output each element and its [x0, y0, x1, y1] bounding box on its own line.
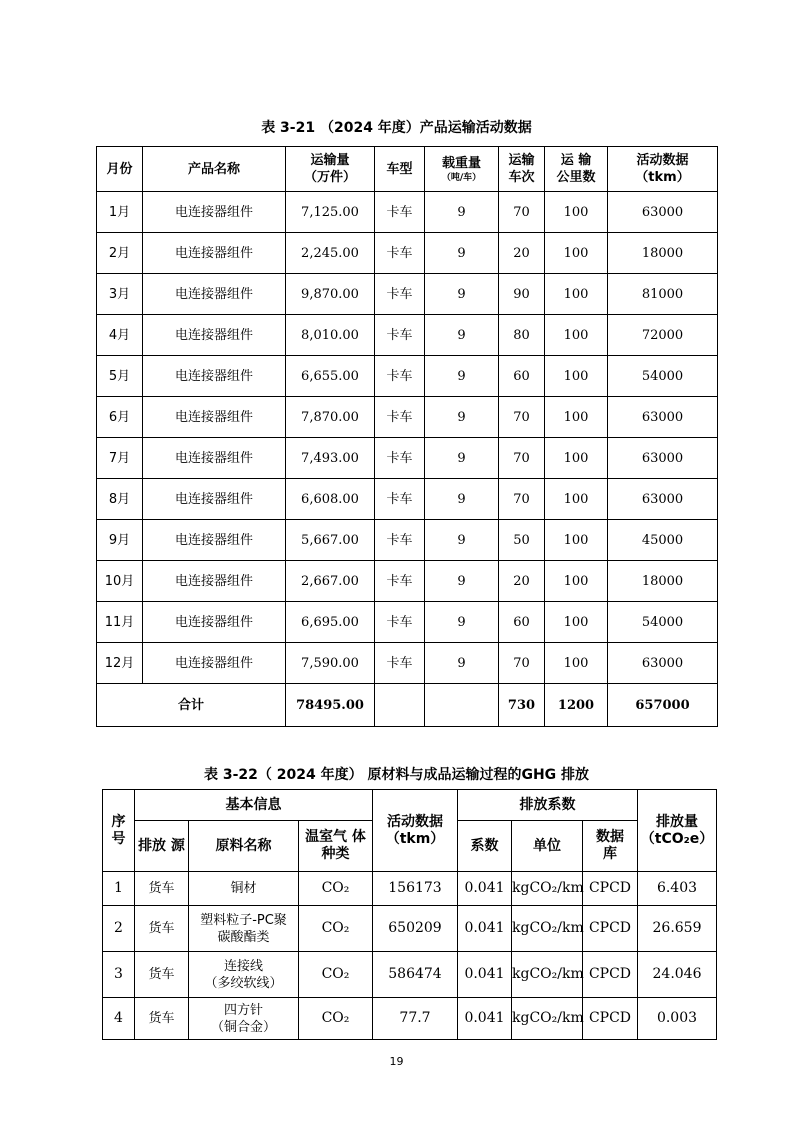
header-distance: [545, 147, 608, 192]
cell-trips: 70: [499, 192, 545, 233]
cell-volume: 7,493.00: [286, 438, 375, 479]
cell-trips: 80: [499, 315, 545, 356]
cell-activity: 81000: [608, 274, 718, 315]
cell-distance: 100: [545, 561, 608, 602]
cell-product: 电连接器组件: [143, 479, 286, 520]
cell-emission: 26.659: [638, 906, 717, 952]
cell-activity: 54000: [608, 356, 718, 397]
header-volume: [286, 147, 375, 192]
cell-product: 电连接器组件: [143, 274, 286, 315]
cell-total-trips: 730: [499, 684, 545, 727]
cell-vehicle: 卡车: [375, 397, 425, 438]
header-db-line1: 数据: [596, 829, 624, 845]
header-activity: [373, 790, 458, 872]
header-seq-line2: 号: [111, 830, 126, 847]
cell-emission: 24.046: [638, 952, 717, 998]
table-row: [97, 397, 718, 438]
cell-distance: 100: [545, 438, 608, 479]
cell-total-volume: 78495.00: [286, 684, 375, 727]
cell-db: CPCD: [583, 872, 638, 906]
cell-coef: 0.041: [458, 872, 512, 906]
table-3-21-caption: 表 3-21 （2024 年度）产品运输活动数据: [261, 120, 532, 136]
header-material: 原料名称: [189, 821, 299, 872]
table-row: [103, 872, 717, 906]
cell-distance: 100: [545, 602, 608, 643]
cell-seq: 4: [103, 998, 135, 1040]
table-row: [103, 998, 717, 1040]
cell-distance: 100: [545, 192, 608, 233]
cell-vehicle: 卡车: [375, 356, 425, 397]
cell-volume: 7,870.00: [286, 397, 375, 438]
cell-vehicle: 卡车: [375, 192, 425, 233]
cell-load: 9: [425, 397, 499, 438]
cell-volume: 9,870.00: [286, 274, 375, 315]
header-month: 月份: [97, 147, 143, 192]
cell-total-load-empty: [425, 684, 499, 727]
cell-source: 货车: [135, 906, 189, 952]
cell-db: CPCD: [583, 952, 638, 998]
cell-distance: 100: [545, 397, 608, 438]
cell-trips: 70: [499, 397, 545, 438]
cell-activity: 63000: [608, 438, 718, 479]
cell-activity: 54000: [608, 602, 718, 643]
page-number: 19: [389, 1055, 404, 1068]
cell-activity: 18000: [608, 561, 718, 602]
cell-load: 9: [425, 233, 499, 274]
cell-distance: 100: [545, 315, 608, 356]
header-emission-line1: 排放量: [656, 813, 698, 830]
cell-month: 3月: [97, 274, 143, 315]
cell-month: 2月: [97, 233, 143, 274]
cell-source: 货车: [135, 872, 189, 906]
header-vehicle: 车型: [375, 147, 425, 192]
header-load: [425, 147, 499, 192]
cell-trips: 70: [499, 643, 545, 684]
cell-product: 电连接器组件: [143, 520, 286, 561]
header-trips-line2: 车次: [508, 170, 535, 185]
header-activity-line2: （tkm）: [635, 170, 690, 185]
cell-material-line1: 铜材: [230, 881, 257, 896]
header-basic-info: 基本信息: [135, 790, 373, 821]
cell-activity: 63000: [608, 192, 718, 233]
cell-trips: 50: [499, 520, 545, 561]
table-row: [97, 479, 718, 520]
cell-month: 7月: [97, 438, 143, 479]
header-emission-line2: （tCO₂e）: [640, 830, 714, 847]
header-gas-line2: 种类: [321, 846, 350, 862]
cell-unit: kgCO₂/km: [512, 952, 583, 998]
cell-month: 1月: [97, 192, 143, 233]
cell-activity: 63000: [608, 397, 718, 438]
cell-activity: 650209: [373, 906, 458, 952]
cell-vehicle: 卡车: [375, 520, 425, 561]
cell-activity: 18000: [608, 233, 718, 274]
table-row: [97, 356, 718, 397]
cell-volume: 6,608.00: [286, 479, 375, 520]
cell-trips: 90: [499, 274, 545, 315]
header-volume-line2: （万件）: [303, 170, 356, 185]
table-row: [97, 643, 718, 684]
cell-db: CPCD: [583, 906, 638, 952]
cell-trips: 70: [499, 438, 545, 479]
cell-activity: 77.7: [373, 998, 458, 1040]
header-seq-line1: 序: [111, 813, 126, 830]
header-db-line2: 库: [603, 846, 617, 862]
table-header-row: [103, 790, 717, 821]
cell-volume: 7,590.00: [286, 643, 375, 684]
cell-vehicle: 卡车: [375, 233, 425, 274]
cell-distance: 100: [545, 356, 608, 397]
cell-product: 电连接器组件: [143, 561, 286, 602]
cell-activity: 586474: [373, 952, 458, 998]
table-row: [97, 561, 718, 602]
table-3-22-caption: 表 3-22（ 2024 年度） 原材料与成品运输过程的GHG 排放: [203, 767, 590, 783]
cell-activity: 45000: [608, 520, 718, 561]
cell-month: 4月: [97, 315, 143, 356]
cell-vehicle: 卡车: [375, 643, 425, 684]
cell-material-line1: 连接线: [223, 958, 263, 974]
cell-total-label: 合计: [97, 684, 286, 727]
cell-volume: 2,667.00: [286, 561, 375, 602]
cell-seq: 1: [103, 872, 135, 906]
product-transport-table: [96, 146, 718, 727]
cell-month: 9月: [97, 520, 143, 561]
cell-volume: 2,245.00: [286, 233, 375, 274]
header-gas: [299, 821, 373, 872]
cell-product: 电连接器组件: [143, 602, 286, 643]
cell-trips: 60: [499, 356, 545, 397]
cell-vehicle: 卡车: [375, 561, 425, 602]
cell-month: 10月: [97, 561, 143, 602]
header-activity-line1: 活动数据: [387, 813, 443, 830]
cell-load: 9: [425, 192, 499, 233]
table-row: [103, 906, 717, 952]
header-load-line2: （吨/车）: [441, 172, 482, 183]
cell-volume: 5,667.00: [286, 520, 375, 561]
header-product: 产品名称: [143, 147, 286, 192]
cell-product: 电连接器组件: [143, 438, 286, 479]
cell-db: CPCD: [583, 998, 638, 1040]
cell-seq: 2: [103, 906, 135, 952]
ghg-emission-table: [102, 789, 717, 1040]
cell-vehicle: 卡车: [375, 274, 425, 315]
cell-activity: 63000: [608, 643, 718, 684]
cell-unit: kgCO₂/km: [512, 906, 583, 952]
cell-gas: CO₂: [299, 998, 373, 1040]
table-row: [97, 520, 718, 561]
cell-material-line2: 碳酸酯类: [217, 929, 270, 945]
table-row: [97, 274, 718, 315]
cell-product: 电连接器组件: [143, 192, 286, 233]
cell-product: 电连接器组件: [143, 356, 286, 397]
cell-load: 9: [425, 274, 499, 315]
cell-total-vehicle-empty: [375, 684, 425, 727]
cell-product: 电连接器组件: [143, 315, 286, 356]
table-row: [97, 233, 718, 274]
cell-seq: 3: [103, 952, 135, 998]
header-gas-line1: 温室气 体: [305, 829, 366, 845]
cell-distance: 100: [545, 479, 608, 520]
cell-material: [189, 952, 299, 998]
cell-activity: 72000: [608, 315, 718, 356]
table-header-row: [97, 147, 718, 192]
header-seq: [103, 790, 135, 872]
cell-gas: CO₂: [299, 872, 373, 906]
cell-volume: 6,695.00: [286, 602, 375, 643]
cell-material-line1: 塑料粒子-PC聚: [200, 912, 287, 928]
cell-load: 9: [425, 643, 499, 684]
header-activity-line1: 活动数据: [636, 153, 689, 168]
cell-source: 货车: [135, 952, 189, 998]
cell-trips: 70: [499, 479, 545, 520]
cell-trips: 20: [499, 233, 545, 274]
cell-distance: 100: [545, 643, 608, 684]
header-unit: 单位: [512, 821, 583, 872]
cell-gas: CO₂: [299, 906, 373, 952]
cell-emission: 6.403: [638, 872, 717, 906]
cell-vehicle: 卡车: [375, 479, 425, 520]
cell-emission: 0.003: [638, 998, 717, 1040]
cell-unit: kgCO₂/km: [512, 998, 583, 1040]
cell-load: 9: [425, 315, 499, 356]
cell-volume: 7,125.00: [286, 192, 375, 233]
cell-month: 5月: [97, 356, 143, 397]
cell-material: [189, 906, 299, 952]
cell-activity: 156173: [373, 872, 458, 906]
header-trips-line1: 运输: [508, 153, 535, 168]
cell-material-line2: （铜合金）: [210, 1019, 276, 1035]
header-activity-line2: （tkm）: [385, 830, 445, 847]
cell-trips: 20: [499, 561, 545, 602]
cell-product: 电连接器组件: [143, 233, 286, 274]
cell-material: [189, 998, 299, 1040]
cell-month: 11月: [97, 602, 143, 643]
table-row: [97, 315, 718, 356]
cell-product: 电连接器组件: [143, 643, 286, 684]
header-volume-line1: 运输量: [310, 153, 350, 168]
cell-activity: 63000: [608, 479, 718, 520]
cell-total-distance: 1200: [545, 684, 608, 727]
cell-coef: 0.041: [458, 952, 512, 998]
cell-volume: 8,010.00: [286, 315, 375, 356]
header-coef: 系数: [458, 821, 512, 872]
cell-load: 9: [425, 438, 499, 479]
header-distance-line2: 公里数: [556, 170, 596, 185]
header-load-line1: 载重量: [441, 155, 481, 171]
cell-coef: 0.041: [458, 998, 512, 1040]
table-row: [97, 192, 718, 233]
table-row: [97, 602, 718, 643]
cell-vehicle: 卡车: [375, 315, 425, 356]
cell-material-line2: （多绞软线）: [204, 975, 283, 991]
table-row: [97, 438, 718, 479]
cell-load: 9: [425, 479, 499, 520]
cell-product: 电连接器组件: [143, 397, 286, 438]
header-emission: [638, 790, 717, 872]
table-total-row: [97, 684, 718, 727]
cell-source: 货车: [135, 998, 189, 1040]
header-emission-factor: 排放系数: [458, 790, 638, 821]
cell-unit: kgCO₂/km: [512, 872, 583, 906]
cell-month: 6月: [97, 397, 143, 438]
cell-distance: 100: [545, 520, 608, 561]
cell-material-line1: 四方针: [223, 1002, 263, 1018]
cell-load: 9: [425, 356, 499, 397]
cell-total-activity: 657000: [608, 684, 718, 727]
cell-load: 9: [425, 602, 499, 643]
cell-trips: 60: [499, 602, 545, 643]
cell-gas: CO₂: [299, 952, 373, 998]
header-trips: [499, 147, 545, 192]
header-db: [583, 821, 638, 872]
cell-coef: 0.041: [458, 906, 512, 952]
cell-distance: 100: [545, 233, 608, 274]
cell-vehicle: 卡车: [375, 438, 425, 479]
cell-load: 9: [425, 561, 499, 602]
cell-month: 12月: [97, 643, 143, 684]
cell-volume: 6,655.00: [286, 356, 375, 397]
table-row: [103, 952, 717, 998]
cell-vehicle: 卡车: [375, 602, 425, 643]
header-activity: [608, 147, 718, 192]
header-distance-line1: 运 输: [560, 153, 592, 168]
cell-load: 9: [425, 520, 499, 561]
cell-distance: 100: [545, 274, 608, 315]
cell-material: [189, 872, 299, 906]
header-source: 排放 源: [135, 821, 189, 872]
cell-month: 8月: [97, 479, 143, 520]
